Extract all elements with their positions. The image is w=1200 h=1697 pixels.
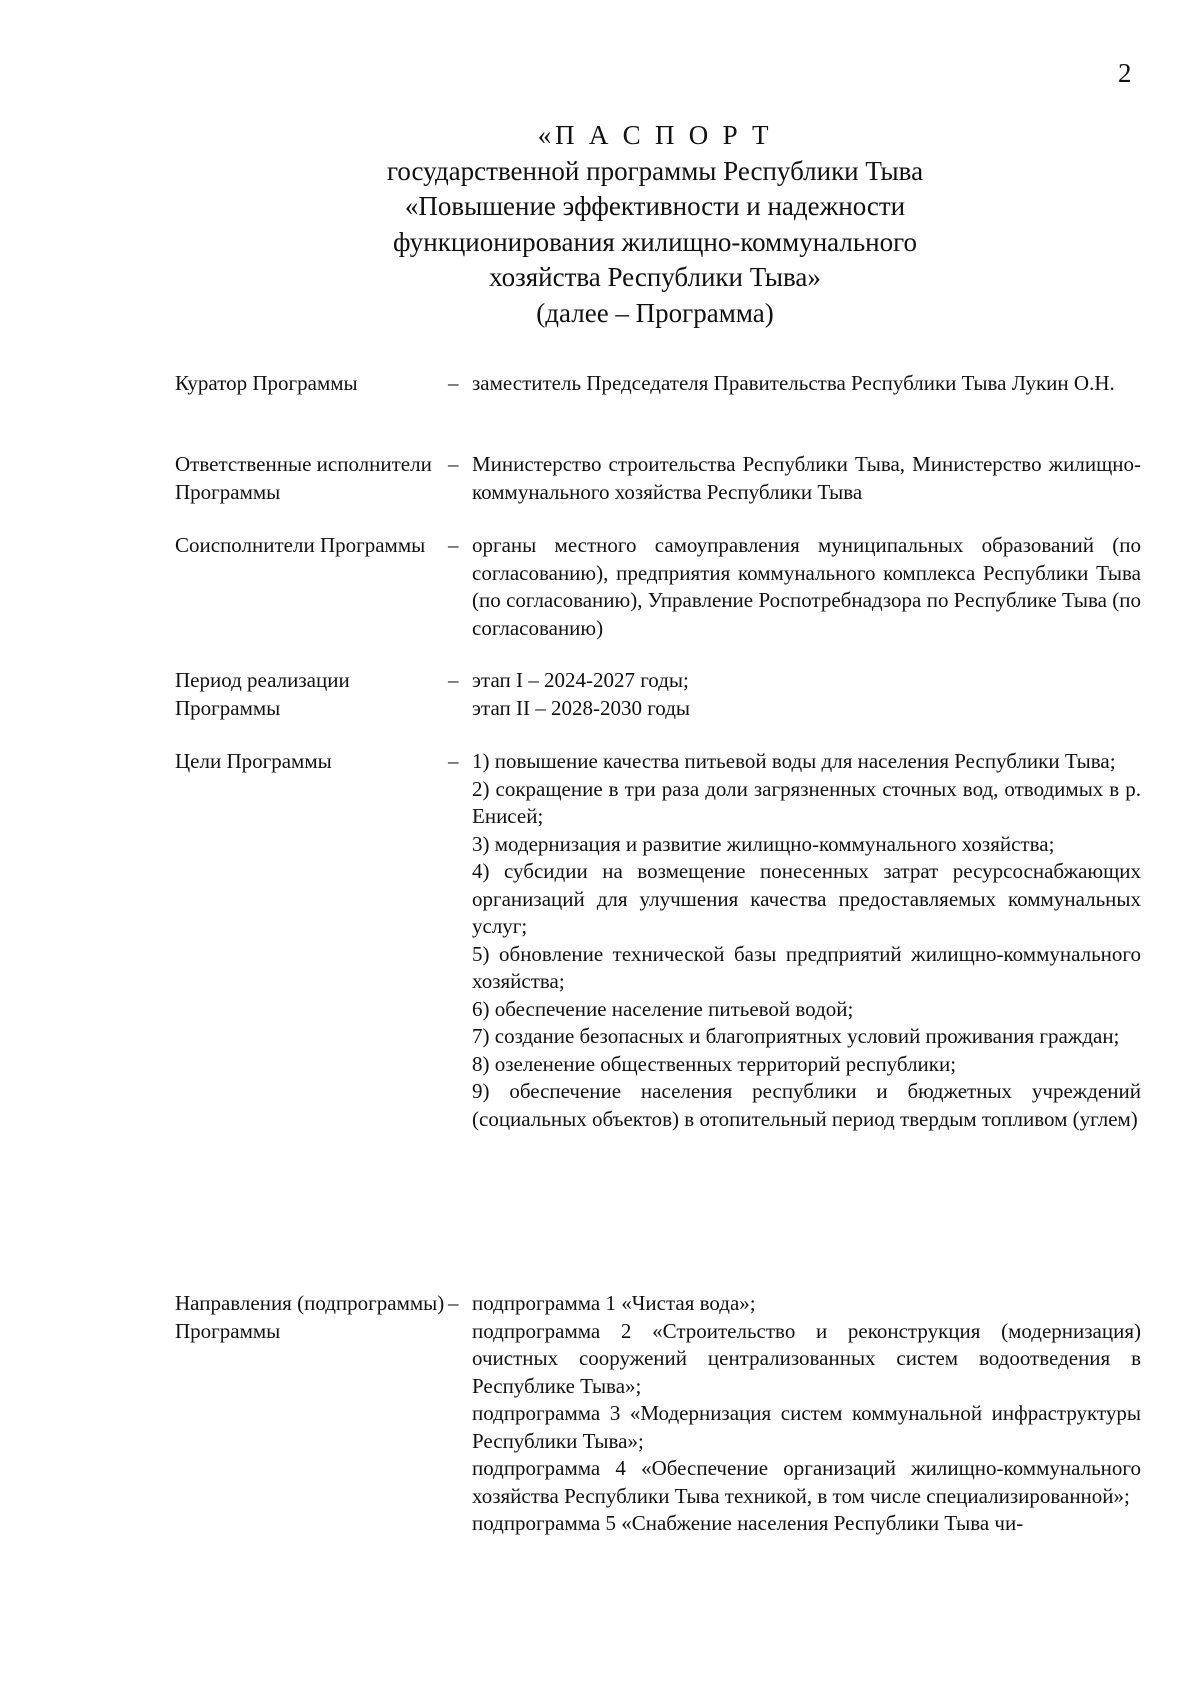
row-dash: –	[448, 452, 459, 476]
value-paragraph: 7) создание безопасных и благоприятных условий проживания граждан;	[472, 1024, 1120, 1048]
row-co-executors	[175, 532, 1141, 667]
passport-table	[175, 370, 1141, 1538]
row-dash: –	[448, 749, 459, 773]
title-line: государственной программы Республики Тыва	[386, 155, 924, 186]
row-dash: –	[448, 371, 459, 395]
title-line: функционирования жилищно-коммунального	[392, 226, 918, 257]
value-paragraph: подпрограмма 2 «Строительство и реконструкция (модернизация) очистных сооружений централизованных систем водоотведения в Республике Тыва»;	[472, 1318, 1141, 1398]
value-paragraph: 3) модернизация и развитие жилищно-коммунального хозяйства;	[472, 831, 1055, 856]
row-label: Соисполнители Программы	[175, 533, 426, 557]
row-curator	[175, 370, 1141, 451]
value-paragraph: органы местного самоуправления муниципальных образований (по согласованию), предприятия коммунального комплекса Республики Тыва (по согласованию), Управление Роспотребнадзора по Республике Тыва (по согласованию)	[472, 533, 1141, 640]
value-paragraph: 4) субсидии на возмещение понесенных затрат ресурсоснабжающих организаций для улучшения качества предоставляемых коммунальных услуг;	[472, 859, 1141, 938]
row-label: Период реализации Программы	[175, 668, 350, 720]
row-dash: –	[448, 668, 459, 692]
row-responsible-executors	[175, 451, 1141, 532]
row-value	[472, 748, 1141, 1290]
row-value	[472, 370, 1141, 451]
row-dash: –	[448, 1291, 459, 1315]
value-paragraph: этап II – 2028-2030 годы	[472, 695, 690, 720]
title-line: (далее – Программа)	[536, 297, 774, 328]
page-number: 2	[1118, 58, 1132, 88]
row-goals	[175, 748, 1141, 1290]
value-paragraph: подпрограмма 3 «Модернизация систем коммунальной инфраструктуры Республики Тыва»;	[472, 1401, 1141, 1453]
row-value	[472, 532, 1141, 667]
row-value	[472, 667, 1141, 748]
passport-title	[0, 118, 1200, 331]
row-value	[472, 1290, 1141, 1538]
value-paragraph: 6) обеспечение население питьевой водой;	[472, 996, 854, 1021]
row-value	[472, 451, 1141, 532]
value-paragraph: подпрограмма 4 «Обеспечение организаций жилищно-коммунального хозяйства Республики Тыва техникой, в том числе специализированной»;	[472, 1456, 1141, 1508]
row-label: Куратор Программы	[175, 371, 358, 395]
title-line: «П А С П О Р Т	[537, 120, 773, 150]
value-paragraph: заместитель Председателя Правительства Республики Тыва Лукин О.Н.	[472, 371, 1115, 395]
row-label: Цели Программы	[175, 749, 332, 773]
value-paragraph: 8) озеленение общественных территорий республики;	[472, 1051, 957, 1076]
value-paragraph: 1) повышение качества питьевой воды для населения Республики Тыва;	[472, 749, 1116, 773]
value-paragraph: 9) обеспечение населения республики и бюджетных учреждений (социальных объектов) в отопительный период твердым топливом (углем)	[472, 1079, 1141, 1131]
row-label: Направления (подпрограммы) Программы	[175, 1291, 445, 1343]
value-paragraph: этап I – 2024-2027 годы;	[472, 668, 689, 692]
value-paragraph: 2) сокращение в три раза доли загрязненных сточных вод, отводимых в р. Енисей;	[472, 776, 1141, 828]
title-line: «Повышение эффективности и надежности	[404, 191, 906, 221]
value-paragraph: Министерство строительства Республики Тыва, Министерство жилищно-коммунального хозяйства Республики Тыва	[472, 452, 1141, 504]
row-subprograms	[175, 1290, 1141, 1538]
value-paragraph: подпрограмма 5 «Снабжение населения Республики Тыва чи-	[472, 1511, 1024, 1535]
title-line: хозяйства Республики Тыва»	[489, 262, 821, 292]
value-paragraph: подпрограмма 1 «Чистая вода»;	[472, 1291, 756, 1315]
row-label: Ответственные исполнители Программы	[175, 452, 432, 504]
value-paragraph: 5) обновление технической базы предприятий жилищно-коммунального хозяйства;	[472, 941, 1141, 993]
row-implementation-period	[175, 667, 1141, 748]
row-dash: –	[448, 533, 459, 557]
